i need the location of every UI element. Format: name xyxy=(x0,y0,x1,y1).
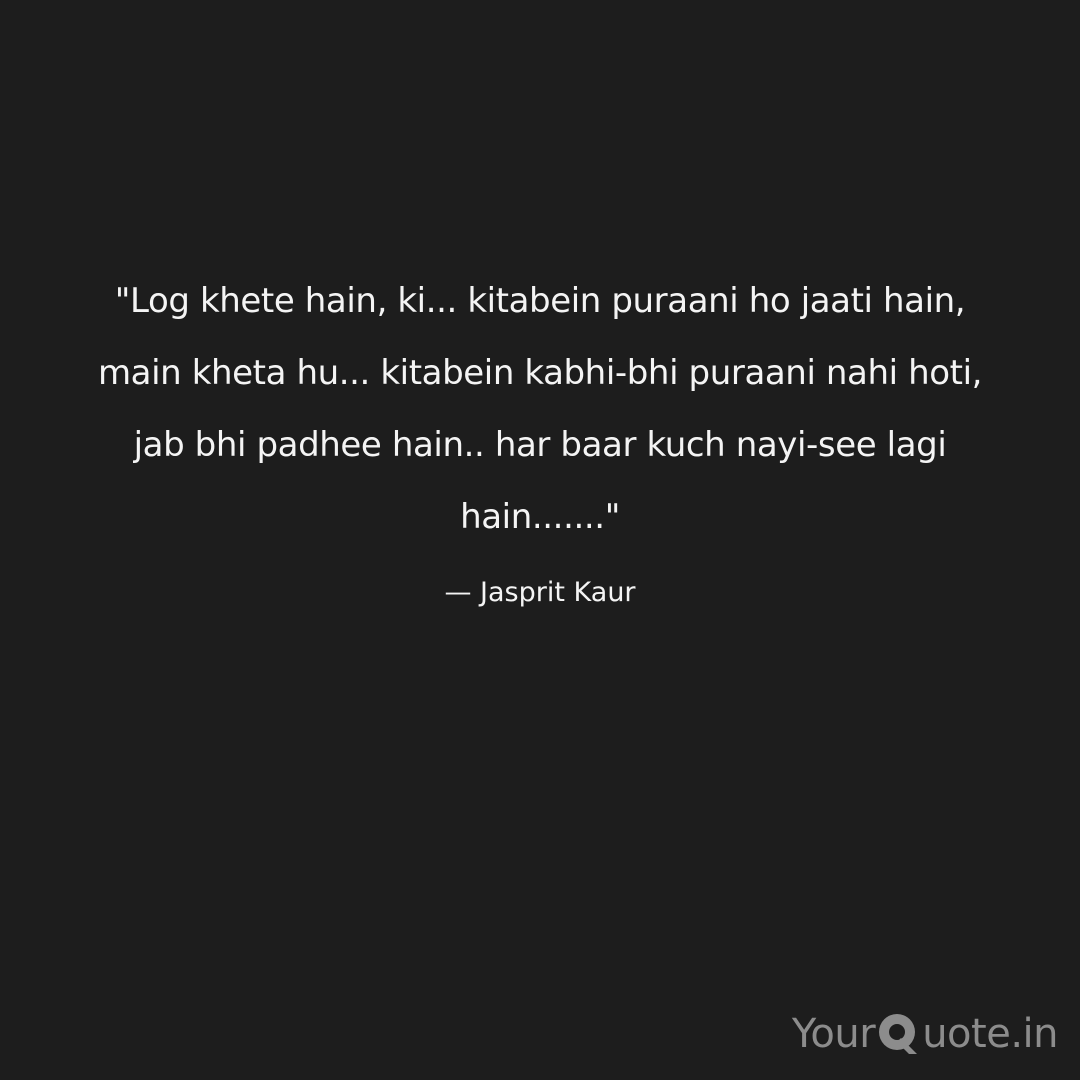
watermark-suffix: uote.in xyxy=(922,1011,1058,1057)
quote-q-logo-icon xyxy=(877,1012,921,1056)
quote-line-3: jab bhi padhee hain.. har baar kuch nayi-see lagi xyxy=(133,425,947,465)
watermark-prefix: Your xyxy=(791,1011,876,1057)
quote-author: — Jasprit Kaur xyxy=(444,577,636,608)
quote-line-2: main kheta hu... kitabein kabhi-bhi puraani nahi hoti, xyxy=(97,353,983,393)
quote-line-1: "Log khete hain, ki... kitabein puraani ho jaati hain, xyxy=(114,281,966,321)
quote-text xyxy=(40,265,1040,553)
yourquote-watermark xyxy=(792,1008,1058,1060)
quote-line-4: hain......." xyxy=(460,497,620,537)
